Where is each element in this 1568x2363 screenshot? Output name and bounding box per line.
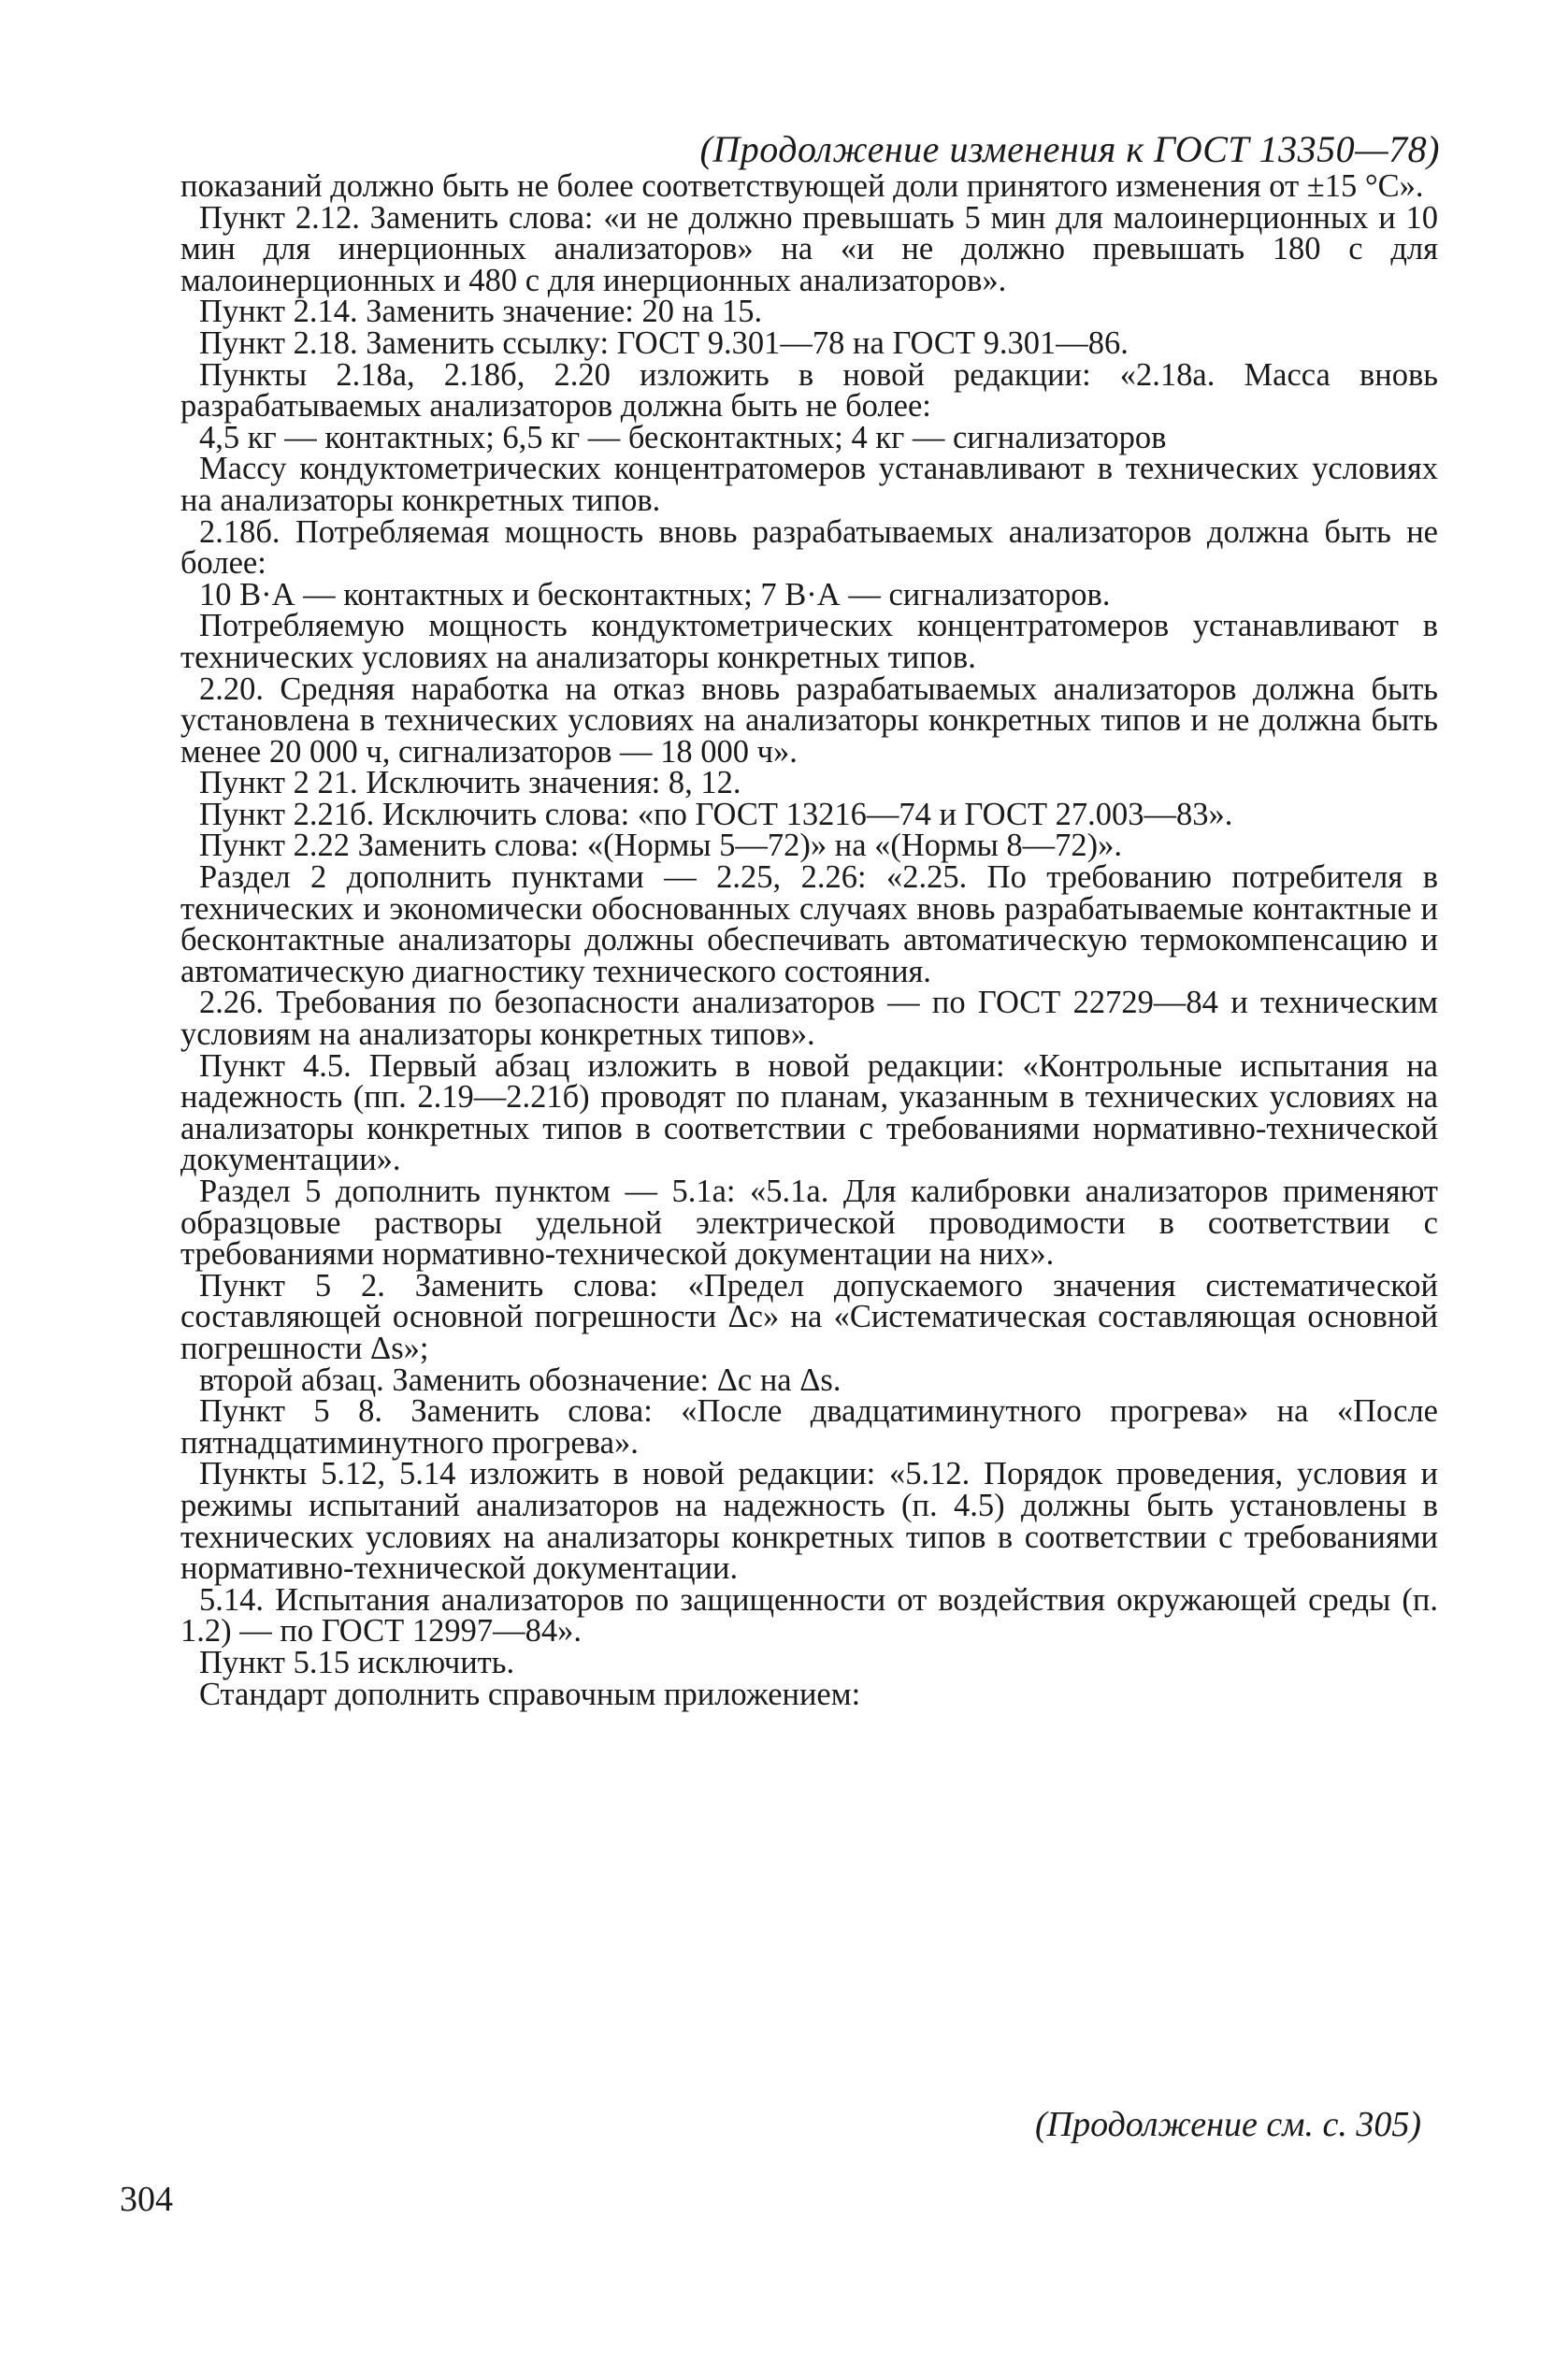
paragraph: Пункты 5.12, 5.14 изложить в новой редакции: «5.12. Порядок проведения, условия и режимы испытаний анализаторов на надежность (п. 4.5) должны быть установлены в технических условиях на анализаторы конкретных типов в соответствии с требованиями нормативно-технической документации.: [180, 1456, 1438, 1587]
paragraph: Пункт 2.14. Заменить значение: 20 на 15.: [199, 294, 763, 330]
paragraph: 5.14. Испытания анализаторов по защищенности от воздействия окружающей среды (п. 1.2) — по ГОСТ 12997—84».: [180, 1581, 1438, 1650]
continuation-note: (Продолжение см. с. 305): [1034, 2105, 1421, 2144]
page-header: (Продолжение изменения к ГОСТ 13350—78): [699, 128, 1440, 170]
paragraph: Пункт 5.15 исключить.: [199, 1644, 515, 1680]
paragraph: 10 В·А — контактных и бесконтактных; 7 В·А — сигнализаторов.: [199, 576, 1111, 612]
paragraph: Пункты 2.18а, 2.18б, 2.20 изложить в новой редакции: «2.18а. Масса вновь разрабатываемых анализаторов должна быть не более:: [180, 356, 1438, 425]
page-number: 304: [120, 2180, 173, 2219]
paragraph: Пункт 5 2. Заменить слова: «Предел допускаемого значения систематической составляющей основной погрешности Δс» на «Систематическая составляющая основной погрешности Δs»;: [180, 1267, 1438, 1366]
paragraph: Раздел 2 дополнить пунктами — 2.25, 2.26: «2.25. По требованию потребителя в технических и экономически обоснованных случаях вновь разрабатываемые контактные и бесконтактные анализаторы должны обеспечивать автоматическую термокомпенсацию и автоматическую диагностику технического состояния.: [180, 859, 1438, 989]
paragraph: Пункт 2 21. Исключить значения: 8, 12.: [199, 765, 741, 801]
paragraph: Пункт 2.12. Заменить слова: «и не должно превышать 5 мин для малоинерционных и 10 мин для инерционных анализаторов» на «и не должно превышать 180 с для малоинерционных и 480 с для инерционных анализаторов».: [180, 199, 1438, 298]
paragraph: 2.26. Требования по безопасности анализаторов — по ГОСТ 22729—84 и техническим условиям на анализаторы конкретных типов».: [180, 985, 1438, 1053]
paragraph: Пункт 2.21б. Исключить слова: «по ГОСТ 13216—74 и ГОСТ 27.003—83».: [199, 796, 1233, 832]
document-body: [180, 168, 1438, 1712]
paragraph: второй абзац. Заменить обозначение: Δс на Δs.: [199, 1362, 842, 1398]
paragraph: показаний должно быть не более соответствующей доли принятого изменения от ±15 °С».: [180, 168, 1424, 204]
paragraph: Пункт 5 8. Заменить слова: «После двадцатиминутного прогрева» на «После пятнадцатиминутного прогрева».: [180, 1393, 1438, 1461]
paragraph: Потребляемую мощность кондуктометрических концентратомеров устанавливают в технических условиях на анализаторы конкретных типов.: [180, 608, 1438, 675]
paragraph: Массу кондуктометрических концентратомеров устанавливают в технических условиях на анализаторы конкретных типов.: [180, 451, 1438, 518]
paragraph: Пункт 4.5. Первый абзац изложить в новой редакции: «Контрольные испытания на надежность (пп. 2.19—2.21б) проводят по планам, указанным в технических условиях на анализаторы конкретных типов в соответствии с требованиями нормативно-технической документации».: [180, 1047, 1438, 1178]
paragraph: Пункт 2.22 Заменить слова: «(Нормы 5—72)» на «(Нормы 8—72)».: [199, 828, 1123, 864]
paragraph: 4,5 кг — контактных; 6,5 кг — бесконтактных; 4 кг — сигнализаторов: [199, 419, 1167, 455]
paragraph: Пункт 2.18. Заменить ссылку: ГОСТ 9.301—78 на ГОСТ 9.301—86.: [199, 324, 1129, 361]
paragraph: Стандарт дополнить справочным приложением:: [199, 1676, 861, 1712]
paragraph: Раздел 5 дополнить пунктом — 5.1а: «5.1а. Для калибровки анализаторов применяют образцовые растворы удельной электрической проводимости в соответствии с требованиями нормативно-технической документации на них».: [180, 1174, 1438, 1273]
paragraph: 2.20. Средняя наработка на отказ вновь разрабатываемых анализаторов должна быть установлена в технических условиях на анализаторы конкретных типов и не должна быть менее 20 000 ч, сигнализаторов — 18 000 ч».: [180, 670, 1438, 770]
paragraph: 2.18б. Потребляемая мощность вновь разрабатываемых анализаторов должна быть не более:: [180, 513, 1438, 582]
